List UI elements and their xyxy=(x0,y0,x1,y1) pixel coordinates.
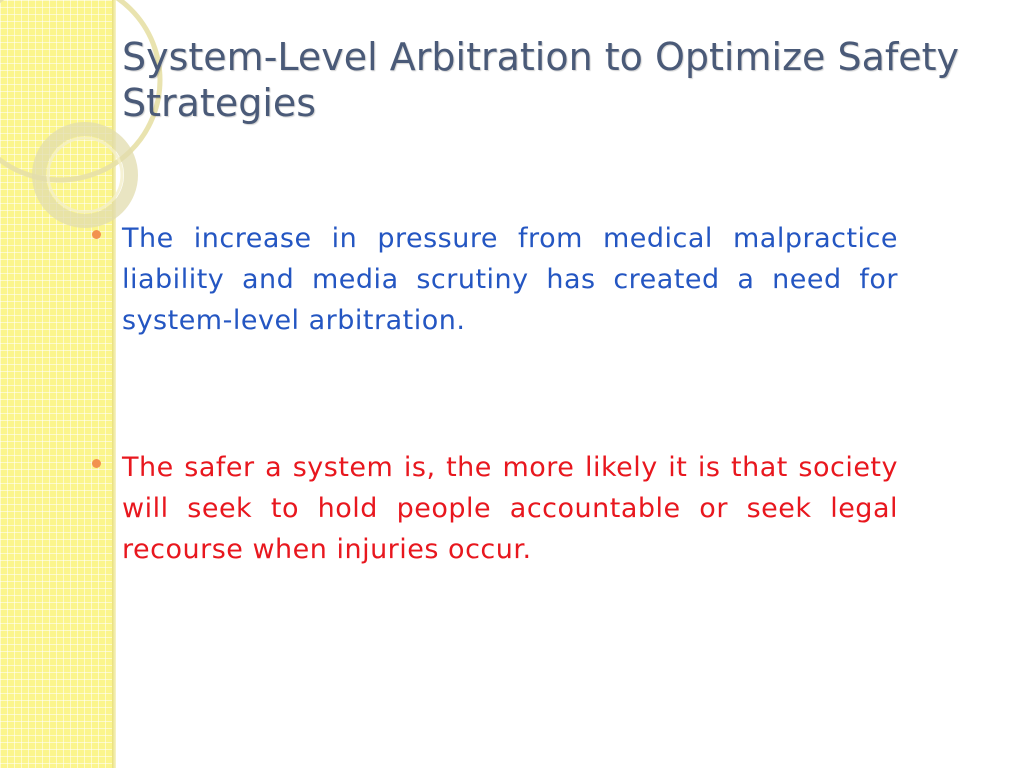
bullet-text: The safer a system is, the more likely it is that society will seek to hold people accountable or seek legal recourse when injuries occur. xyxy=(122,452,898,565)
bullet-text: The increase in pressure from medical malpractice liability and media scrutiny has created a need for system-level arbitration. xyxy=(122,223,898,336)
bullet-dot-icon xyxy=(92,230,101,239)
slide-title: System-Level Arbitration to Optimize Safety Strategies xyxy=(122,35,960,125)
bullet-dot-icon xyxy=(92,459,101,468)
